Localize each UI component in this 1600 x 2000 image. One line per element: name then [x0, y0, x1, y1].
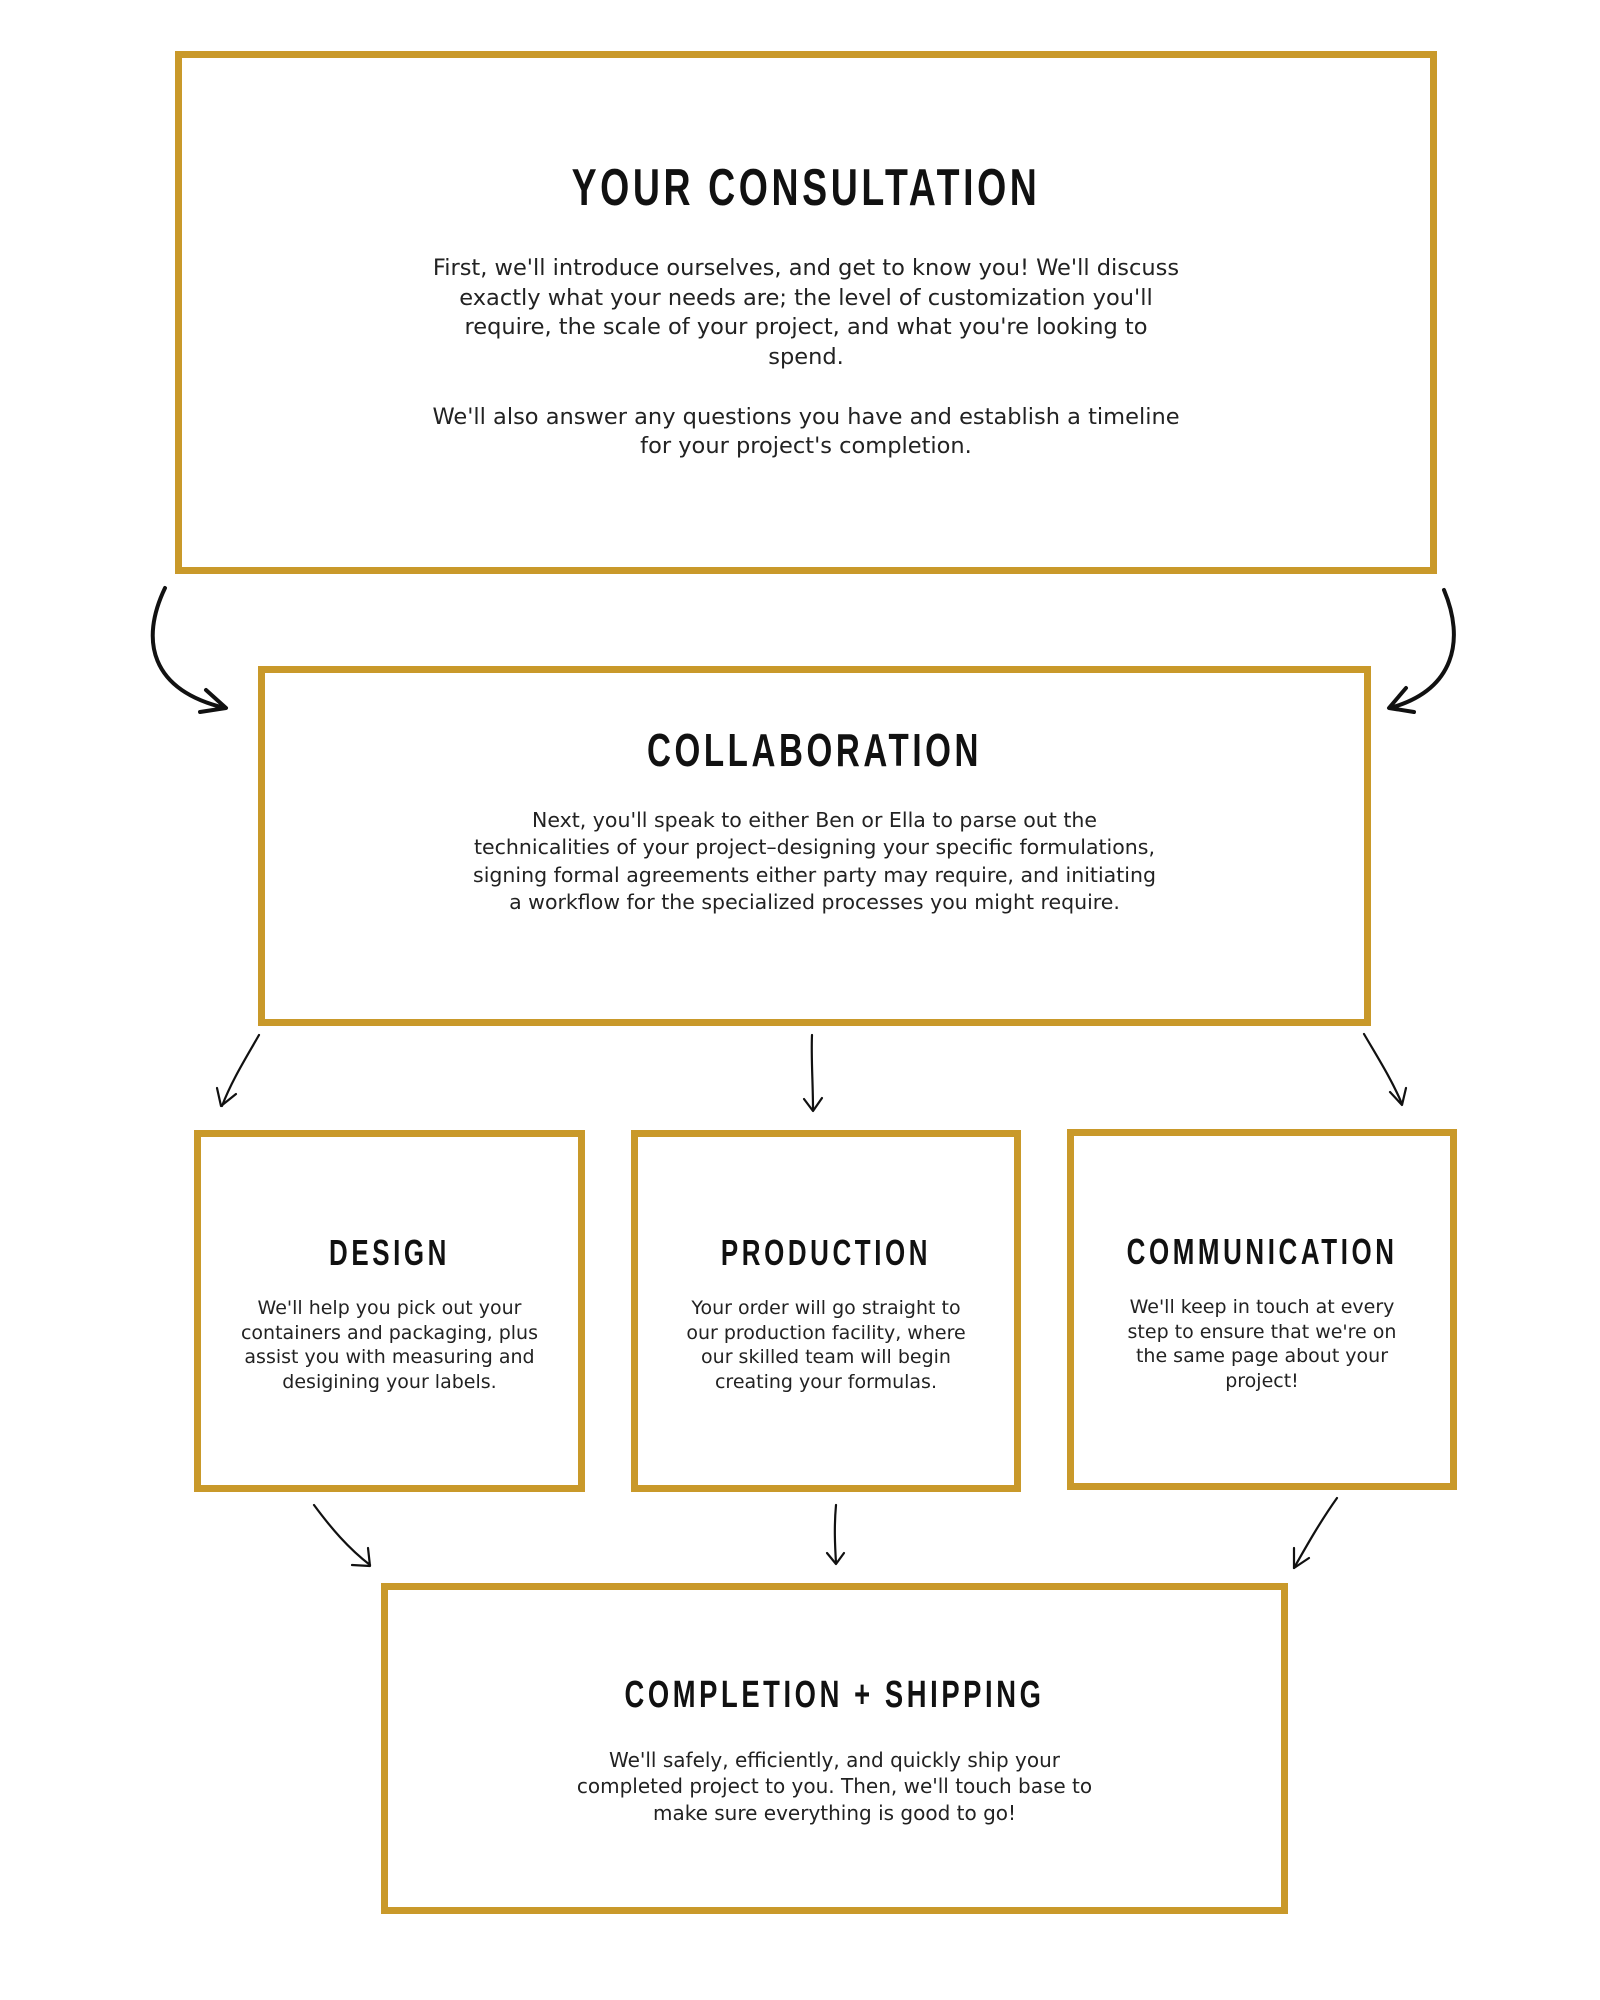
arrow-to-communication	[1364, 1034, 1406, 1105]
arrow-from-communication	[1294, 1498, 1337, 1568]
arrow-to-production	[804, 1035, 822, 1111]
consultation-title: YOUR CONSULTATION	[571, 159, 1041, 217]
design-box	[194, 1130, 585, 1492]
production-description: Your order will go straight to our production facility, where our skilled team will begin creating your formulas.	[686, 1297, 966, 1394]
communication-box	[1067, 1129, 1457, 1490]
arrow-consultation-right	[1389, 590, 1454, 712]
design-title: DESIGN	[329, 1232, 450, 1273]
collaboration-box	[258, 666, 1371, 1026]
production-title: PRODUCTION	[720, 1232, 932, 1273]
completion-description: We'll safely, efficiently, and quickly ship your completed project to you. Then, we'll touch base to make sure everything is good to go!	[576, 1748, 1093, 1825]
arrow-consultation-left	[153, 588, 226, 712]
consultation-description	[426, 254, 1186, 462]
communication-description: We'll keep in touch at every step to ensure that we're on the same page about your project!	[1127, 1296, 1397, 1393]
collaboration-description: Next, you'll speak to either Ben or Ella to parse out the technicalities of your project–designing your specific formulations, signing formal agreements either party may require, and initiating a workflow for the specialized processes you might require.	[473, 808, 1156, 915]
collaboration-title: COLLABORATION	[646, 724, 983, 776]
consultation-paragraph-2: We'll also answer any questions you have and establish a timeline for your project's completion.	[432, 403, 1180, 460]
design-description: We'll help you pick out your containers and packaging, plus assist you with measuring and desigining your labels.	[240, 1297, 538, 1394]
arrow-from-design	[314, 1505, 370, 1566]
completion-box	[381, 1583, 1288, 1914]
completion-title: COMPLETION + SHIPPING	[624, 1674, 1045, 1716]
arrow-from-production	[827, 1505, 844, 1564]
arrow-to-design	[217, 1035, 259, 1106]
production-box	[631, 1130, 1021, 1492]
communication-title: COMMUNICATION	[1126, 1231, 1398, 1272]
consultation-box	[175, 51, 1437, 574]
consultation-paragraph-1: First, we'll introduce ourselves, and get to know you! We'll discuss exactly what your needs are; the level of customization you'll require, the scale of your project, and what you're looking to spend.	[432, 255, 1180, 371]
